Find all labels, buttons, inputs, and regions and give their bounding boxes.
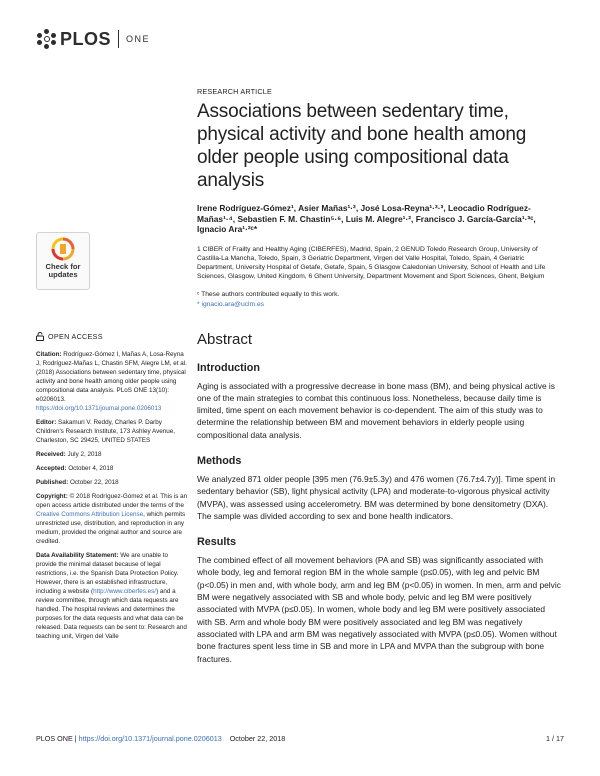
affiliations: 1 CIBER of Frailty and Healthy Aging (CIBERFES), Madrid, Spain, 2 GENUD Toledo Research Group, University of Castilla-La Mancha, Toledo, Spain, 3 Geriatric Department, Virgen del Valle Hospital, Toledo, Spain, 4 Geriatric Department, University Hospital of Getafe, Getafe, Spain, 5 Glasgow Caledonian University, School of Health and Life Sciences, Glasgow, United Kingdom, 6 Ghent University, Department Movement and Sport Sciences, Ghent, Belgium bbox=[197, 245, 546, 280]
editor-label: Editor: bbox=[36, 419, 57, 426]
section-heading-results: Results bbox=[197, 536, 237, 549]
article-sidebar bbox=[36, 332, 188, 646]
data-availability-block bbox=[36, 551, 188, 641]
citation-doi-link[interactable]: https://doi.org/10.1371/journal.pone.0206013 bbox=[36, 405, 162, 412]
page-footer bbox=[36, 734, 564, 743]
data-availability-label: Data Availability Statement: bbox=[36, 552, 119, 559]
copyright-block bbox=[36, 492, 188, 546]
editor-block bbox=[36, 418, 188, 445]
section-text-methods: We analyzed 871 older people [395 men (76.9±5.3y) and 476 women (76.7±4.7y)]. Time spent in sedentary behavior (SB), light physical activity (LPA) and moderate-to-vigorous physical activity (MVPA), was assessed using accelerometry. BM was determined by bone densitometry (DXA). The sample was divided according to sex and bone health indicators. bbox=[197, 473, 556, 521]
plos-logo-icon bbox=[37, 29, 57, 49]
article-title: Associations between sedentary time, physical activity and bone health among older people using compositional data analysis bbox=[197, 101, 527, 191]
footer-doi-link[interactable]: https://doi.org/10.1371/journal.pone.0206013 bbox=[78, 734, 222, 743]
citation-text: Rodríguez-Gómez I, Mañas A, Losa-Reyna J, Rodríguez-Mañas L, Chastin SFM, Alegre LM, et al. (2018) Associations between sedentary time, physical activity and bone health among older people using compositional data analysis. PLoS ONE 13(10): e0206013. bbox=[36, 351, 187, 403]
copyright-text: © 2018 Rodríguez-Gómez et al. This is an open access article distributed under the terms of the bbox=[36, 493, 188, 509]
check-for-updates-label: Check for updates bbox=[45, 262, 81, 279]
editor-text: Sakamuri V. Reddy, Charles P. Darby Children's Research Institute, 173 Ashley Avenue, Charleston, SC 29425, UNITED STATES bbox=[36, 419, 176, 444]
citation-block bbox=[36, 350, 188, 413]
plos-one-logo bbox=[37, 27, 150, 51]
ciberfes-link[interactable]: http://www.ciberfes.es/ bbox=[93, 588, 157, 595]
author-list: Irene Rodríguez-Gómez¹, Asier Mañas¹·², José Losa-Reyna¹·²·³, Leocadio Rodríguez-Mañas¹·⁴, Sebastien F. M. Chastin⁵·⁶, Luis M. Alegre¹·², Francisco J. García-García¹·³ᶜ, Ignacio Ara¹·²ᶜ* bbox=[197, 203, 536, 234]
page-number: 1 / 17 bbox=[546, 734, 564, 743]
copyright-text-end: , which permits unrestricted use, distribution, and reproduction in any medium, provided the original author and source are credited. bbox=[36, 511, 186, 545]
data-availability-text: We are unable to provide the minimal dataset because of legal restrictions, i.e. the Spanish Data Protection Policy. However, there is an established infrastructure, including a website ( bbox=[36, 552, 179, 595]
published-block bbox=[36, 478, 188, 487]
check-for-updates-icon bbox=[51, 237, 75, 261]
abstract-heading: Abstract bbox=[197, 330, 253, 348]
received-label: Received: bbox=[36, 451, 66, 458]
footer-left bbox=[36, 734, 285, 743]
section-heading-methods: Methods bbox=[197, 454, 242, 467]
accepted-label: Accepted: bbox=[36, 465, 67, 472]
section-text-results: The combined effect of all movement behaviors (PA and SB) was significantly associated with whole body, leg and femoral region BM in the whole sample (p≤0.05), with leg and pelvic BM (p<0.05) in men and, with whole body, arm and leg BM (p<0.05) in women. In men, arm and pelvic BM were negatively associated with SB and whole body, pelvic and leg BM were positively associated with MVPA (p≤0.05). In women, whole body and leg BM were positively associated with SB. Arm and whole body BM were positively associated and leg BM was negatively associated with LPA and arm BM was negatively associated with MVPA (p≤0.05). Women without bone fractures spent less time in SB and more in LPA and MVPA than the subgroup with bone fractures. bbox=[197, 555, 561, 664]
check-for-updates-badge[interactable] bbox=[36, 232, 90, 290]
article-type: RESEARCH ARTICLE bbox=[197, 87, 272, 96]
received-block bbox=[36, 450, 188, 459]
footer-separator: | bbox=[72, 734, 79, 743]
received-date: July 2, 2018 bbox=[67, 451, 102, 458]
logo-divider bbox=[118, 30, 119, 48]
data-availability-text-end: ) and a review committee, through which data requests are handled. The hospital reviews and determines the purposes for the data requests and what data can be released. Data requests can be sent to: Research and teaching unit, Virgen del Valle bbox=[36, 588, 187, 640]
open-access-text: OPEN ACCESS bbox=[48, 332, 103, 341]
logo-sub: ONE bbox=[126, 34, 151, 44]
section-heading-introduction: Introduction bbox=[197, 361, 260, 374]
open-access-label bbox=[36, 332, 188, 341]
open-lock-icon bbox=[36, 332, 44, 341]
citation-label: Citation: bbox=[36, 351, 62, 358]
contribution-note: ᶜ These authors contributed equally to this work. bbox=[197, 290, 340, 298]
published-date: October 22, 2018 bbox=[69, 479, 119, 486]
copyright-label: Copyright: bbox=[36, 493, 68, 500]
accepted-block bbox=[36, 464, 188, 473]
published-label: Published: bbox=[36, 479, 69, 486]
section-text-introduction: Aging is associated with a progressive decrease in bone mass (BM), and being physical active is one of the main strategies to combat this continuous loss. Nonetheless, because daily time is limited, time spent on each movement behavior is co-dependent. The aim of this study was to determine the relationship between BM and movement behaviors in elderly people using compositional data analysis. bbox=[197, 380, 555, 440]
article-main bbox=[197, 87, 562, 665]
footer-journal: PLOS ONE bbox=[36, 734, 73, 743]
license-link[interactable]: Creative Commons Attribution License bbox=[36, 511, 144, 518]
footer-date: October 22, 2018 bbox=[229, 734, 286, 743]
logo-name: PLOS bbox=[60, 28, 112, 49]
accepted-date: October 4, 2018 bbox=[68, 465, 114, 472]
corresponding-email-link[interactable]: * ignacio.ara@uclm.es bbox=[197, 300, 265, 308]
